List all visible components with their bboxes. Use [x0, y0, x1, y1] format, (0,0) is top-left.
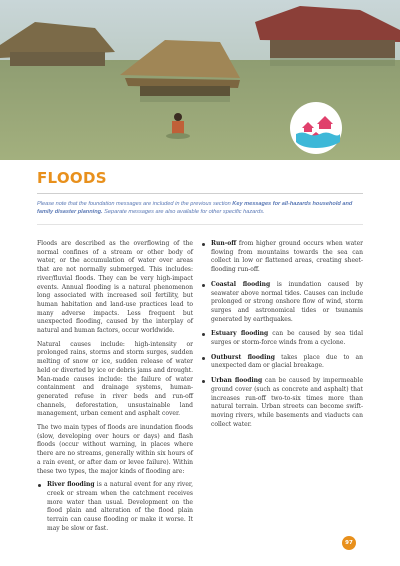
paragraph: Natural causes include: high-intensity or prolonged rains, storms and storm surges, sudden melting of snow or ice, sudden release of water held or diverted by ice or debris jams and drought. Man-made causes include: the failure of water containment and drainage systems, human-generated refuse in river beds and run-off channels, deforestation, unsustainable land management, urban cement and asphalt cover. [37, 340, 193, 418]
term: Run-off [211, 240, 237, 247]
left-column [37, 240, 193, 540]
list-item [201, 281, 363, 325]
bullet-icon [38, 484, 41, 487]
term: Outburst flooding [211, 353, 275, 361]
page-number: 97 [342, 536, 356, 550]
intro-lead: Please note that the foundation messages are included in the previous section [37, 201, 233, 207]
list-item [201, 377, 363, 429]
definition: from higher ground occurs when water flowing from mountains towards the sea can collect in low or flattened areas, creating sheet-flooding run-off. [211, 240, 363, 274]
title-divider [37, 193, 363, 194]
bullet-icon [202, 333, 205, 336]
paragraph: The two main types of floods are inundation floods (slow, developing over hours or days) and flash floods (occur without warning, in places where there are no streams, generally within six hours of a rain event, or after dam or levee failure). Within these two types, the major kinds of flooding are: [37, 424, 193, 475]
list-item [201, 240, 363, 275]
definition: can be caused by sea tidal surges or storm-force winds from a cyclone. [211, 330, 363, 347]
term: Estuary flooding [211, 330, 269, 338]
right-column [201, 240, 363, 435]
intro-tail: Separate messages are also available for other specific hazards. [102, 209, 265, 216]
bullet-icon [202, 243, 205, 246]
definition: is inundation caused by seawater above normal tides. Causes can include prolonged or strong onshore flow of wind, storm surges and astronomical tides or tsunamis generated by earthquakes. [211, 280, 363, 323]
term: River flooding [47, 481, 95, 489]
flood-house-icon [290, 102, 342, 154]
intro-divider [37, 224, 363, 225]
intro-bold: Key messages for all-hazards household and family disaster planning. [37, 201, 353, 216]
page-title: FLOODS [37, 169, 107, 187]
definition: can be caused by impermeable ground cover (such as concrete and asphalt) that increases run-off two-to-six times more than natural terrain. Urban streets can become swift-moving rivers, while basements and viaducts can collect water. [211, 377, 363, 428]
list-item [201, 354, 363, 371]
bullet-icon [202, 284, 205, 287]
intro-note [37, 200, 363, 217]
flood-types-list [37, 481, 193, 533]
definition: takes place due to an unexpected dam or glacial breakage. [211, 353, 363, 370]
term: Coastal flooding [211, 280, 271, 288]
definition: is a natural event for any river, creek or stream when the catchment receives more water than usual. Development on the flood plain and alteration of the flood plain terrain can cause flooding or make it worse. It may be slow or fast. [47, 481, 193, 532]
list-item [37, 481, 193, 533]
flood-types-list [201, 240, 363, 429]
bullet-icon [202, 357, 205, 360]
paragraph: Floods are described as the overflowing of the normal confines of a stream or other body of water, or the accumulation of water over areas that are not normally submerged. This includes: river/fluvial floods. They can be very high-impact events. Annual flooding is a natural phenomenon long associated with increased soil fertility, but human habitation and land-use practices lead to many adverse impacts. Less frequent but unexpected flooding, caused by the interplay of natural and human factors, occur worldwide. [37, 240, 193, 335]
bullet-icon [202, 380, 205, 383]
list-item [201, 330, 363, 347]
term: Urban flooding [211, 377, 263, 385]
